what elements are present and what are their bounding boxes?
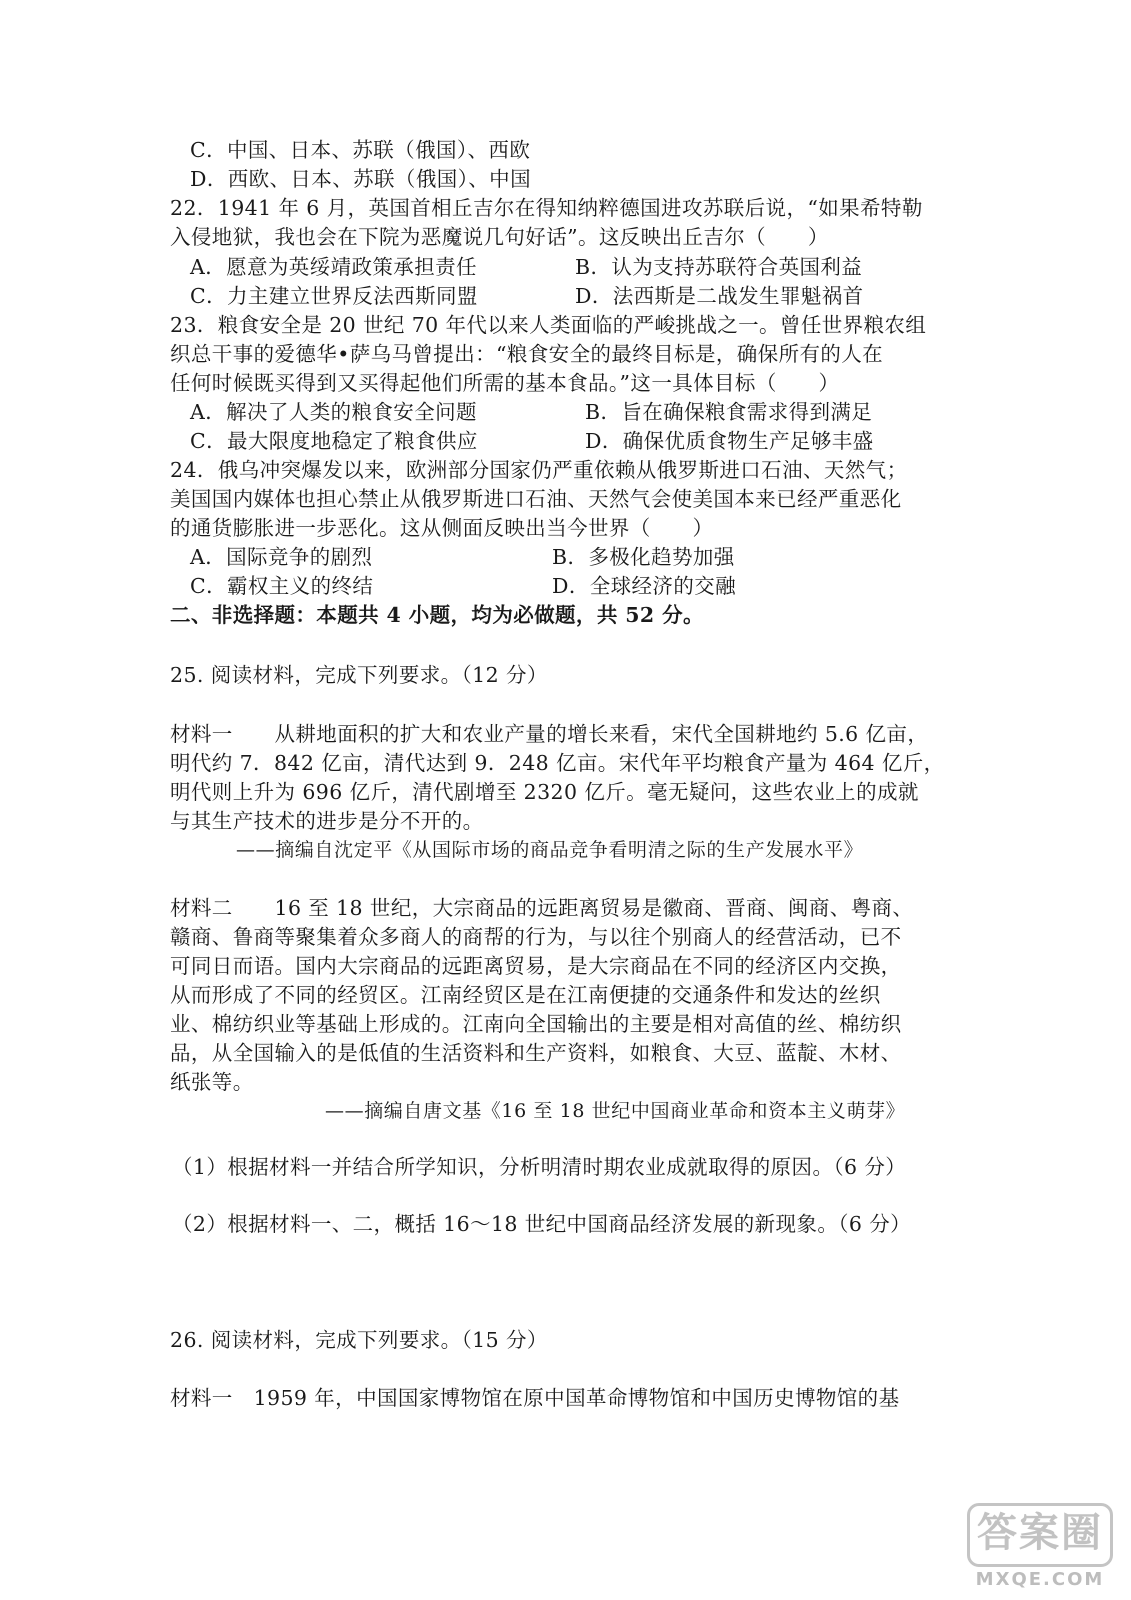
q25-material-2-line: 业、棉纺织业等基础上形成的。江南向全国输出的主要是相对高值的丝、棉纺织	[170, 1012, 902, 1036]
q24-stem-line-3: 的通货膨胀进一步恶化。这从侧面反映出当今世界（ ）	[170, 516, 714, 540]
q22-stem-line-1: 22．1941 年 6 月，英国首相丘吉尔在得知纳粹德国进攻苏联后说，“如果希特勒	[170, 196, 923, 220]
q25-material-2-line: 可同日而语。国内大宗商品的远距离贸易，是大宗商品在不同的经济区内交换，	[170, 954, 902, 978]
q25-material-1-line: 明代则上升为 696 亿斤，清代剧增至 2320 亿斤。毫无疑问，这些农业上的成就	[170, 780, 919, 804]
q24-option-a: A．国际竞争的剧烈	[190, 545, 373, 569]
q23-stem-line-3: 任何时候既买得到又买得起他们所需的基本食品。”这一具体目标（ ）	[170, 371, 840, 395]
q25-material-2-line: 材料二 16 至 18 世纪，大宗商品的远距离贸易是徽商、晋商、闽商、粤商、	[170, 896, 914, 920]
q25-subquestion-1: （1）根据材料一并结合所学知识，分析明清时期农业成就取得的原因。（6 分）	[172, 1155, 907, 1179]
watermark-logo: 答案圈	[967, 1503, 1113, 1567]
q21-option-d: D．西欧、日本、苏联（俄国）、中国	[190, 167, 531, 191]
q24-option-b: B．多极化趋势加强	[552, 545, 735, 569]
q25-material-2-source: ——摘编自唐文基《16 至 18 世纪中国商业革命和资本主义萌芽》	[325, 1100, 906, 1122]
q22-option-a: A．愿意为英绥靖政策承担责任	[190, 255, 477, 279]
q22-option-d: D．法西斯是二战发生罪魁祸首	[575, 284, 864, 308]
q25-material-1-source: ——摘编自沈定平《从国际市场的商品竞争看明清之际的生产发展水平》	[236, 839, 864, 861]
q25-material-2-line: 从而形成了不同的经贸区。江南经贸区是在江南便捷的交通条件和发达的丝织	[170, 983, 881, 1007]
q25-material-2-line: 纸张等。	[170, 1070, 254, 1094]
q22-option-b: B．认为支持苏联符合英国利益	[575, 255, 863, 279]
q23-option-d: D．确保优质食物生产足够丰盛	[585, 429, 874, 453]
q23-stem-line-2: 织总干事的爱德华•萨乌马曾提出：“粮食安全的最终目标是，确保所有的人在	[170, 342, 884, 366]
q26-material-1-line: 材料一 1959 年，中国国家博物馆在原中国革命博物馆和中国历史博物馆的基	[170, 1386, 900, 1410]
q25-material-1-line: 材料一 从耕地面积的扩大和农业产量的增长来看，宋代全国耕地约 5.6 亿亩，	[170, 722, 929, 746]
watermark-url: MXQE.COM	[975, 1569, 1105, 1590]
q25-material-2-line: 赣商、鲁商等聚集着众多商人的商帮的行为，与以往个别商人的经营活动，已不	[170, 925, 902, 949]
q22-option-c: C．力主建立世界反法西斯同盟	[190, 284, 478, 308]
watermark	[967, 1503, 1113, 1590]
q24-option-c: C．霸权主义的终结	[190, 574, 374, 598]
q23-option-b: B．旨在确保粮食需求得到满足	[585, 400, 873, 424]
q23-stem-line-1: 23．粮食安全是 20 世纪 70 年代以来人类面临的严峻挑战之一。曾任世界粮农组	[170, 313, 927, 337]
section-2-heading: 二、非选择题：本题共 4 小题，均为必做题，共 52 分。	[170, 603, 704, 627]
q24-stem-line-1: 24．俄乌冲突爆发以来，欧洲部分国家仍严重依赖从俄罗斯进口石油、天然气；	[170, 458, 908, 482]
q26-title: 26. 阅读材料，完成下列要求。（15 分）	[170, 1328, 548, 1352]
q24-option-d: D．全球经济的交融	[552, 574, 737, 598]
q25-material-2-line: 品，从全国输入的是低值的生活资料和生产资料，如粮食、大豆、蓝靛、木材、	[170, 1041, 902, 1065]
q22-stem-line-2: 入侵地狱，我也会在下院为恶魔说几句好话”。这反映出丘吉尔（ ）	[170, 225, 829, 249]
q23-option-a: A．解决了人类的粮食安全问题	[190, 400, 477, 424]
q21-option-c: C．中国、日本、苏联（俄国）、西欧	[190, 138, 531, 162]
q23-option-c: C．最大限度地稳定了粮食供应	[190, 429, 478, 453]
q25-material-1-line: 与其生产技术的进步是分不开的。	[170, 809, 484, 833]
q25-title: 25. 阅读材料，完成下列要求。（12 分）	[170, 663, 548, 687]
q25-material-1-line: 明代约 7．842 亿亩，清代达到 9．248 亿亩。宋代年平均粮食产量为 464 亿斤，	[170, 751, 945, 775]
q25-subquestion-2: （2）根据材料一、二，概括 16～18 世纪中国商品经济发展的新现象。（6 分）	[172, 1212, 912, 1236]
q24-stem-line-2: 美国国内媒体也担心禁止从俄罗斯进口石油、天然气会使美国本来已经严重恶化	[170, 487, 902, 511]
